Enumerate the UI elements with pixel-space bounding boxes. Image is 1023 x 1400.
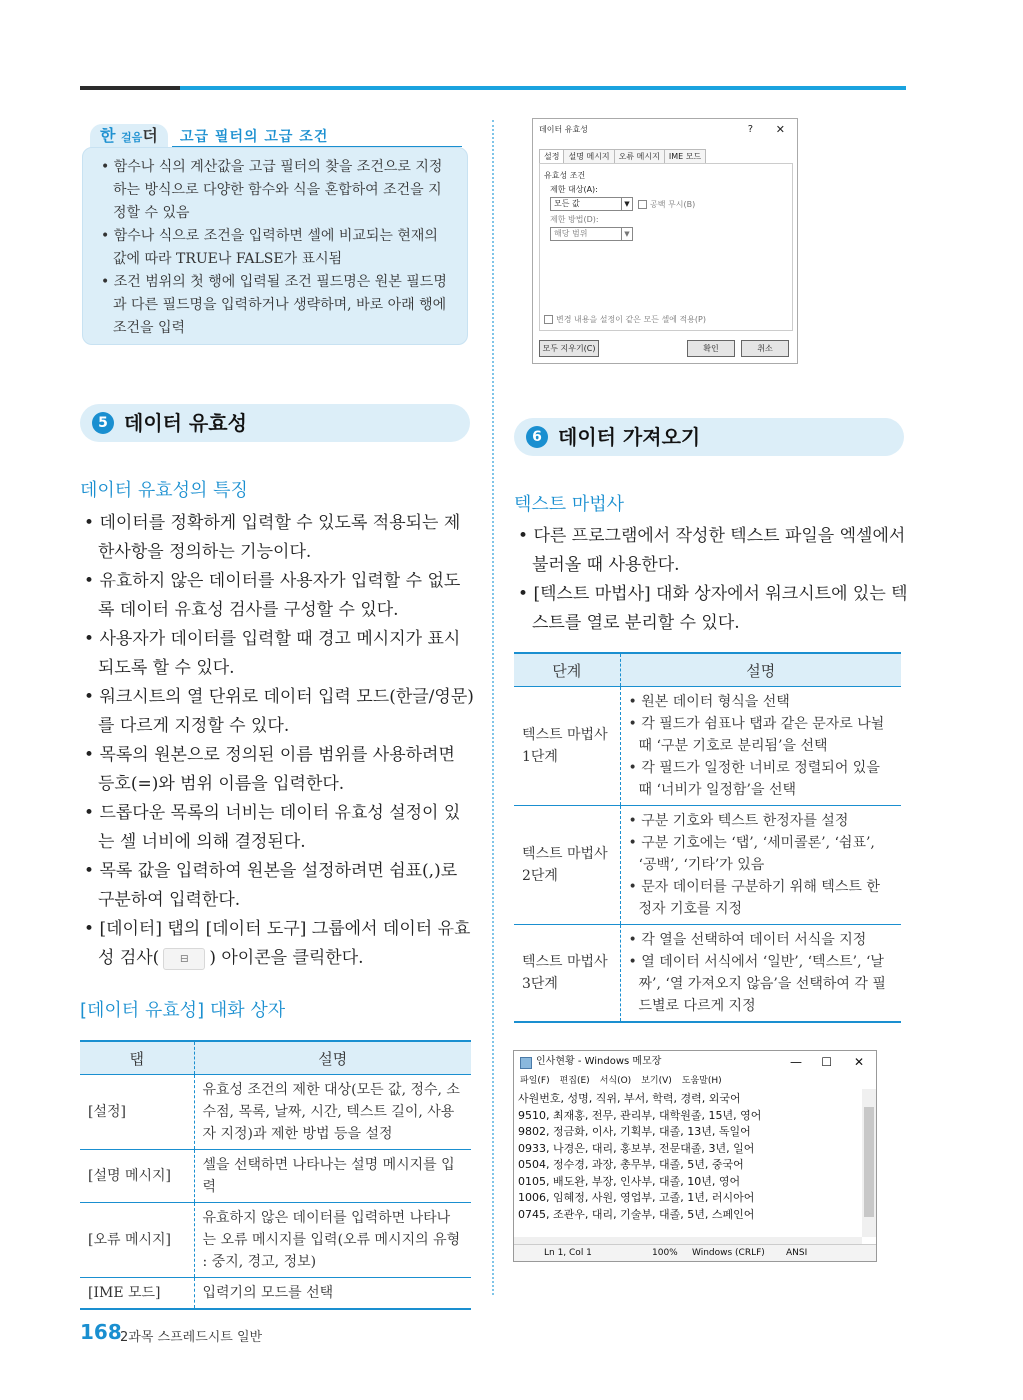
allow-label: 제한 대상(A): bbox=[550, 185, 598, 194]
text-line: 0504, 정수경, 과장, 총무부, 대졸, 5년, 중국어 bbox=[518, 1158, 744, 1171]
table-header: 단계 bbox=[514, 653, 620, 687]
menu-item[interactable]: 파일(F) bbox=[520, 1076, 550, 1086]
close-icon[interactable]: ✕ bbox=[775, 123, 785, 136]
help-icon[interactable]: ? bbox=[747, 124, 753, 135]
apply-all-checkbox[interactable]: 변경 내용을 설정이 같은 모든 셀에 적용(P) bbox=[544, 314, 706, 325]
table-cell-step: 텍스트 마법사 3단계 bbox=[514, 925, 620, 1023]
section-number-badge: 5 bbox=[92, 412, 114, 434]
tab-input-message[interactable]: 설명 메시지 bbox=[563, 149, 614, 163]
tab-ime-mode[interactable]: IME 모드 bbox=[664, 149, 706, 163]
text-line: 0745, 조관우, 대리, 기술부, 대졸, 5년, 스페인어 bbox=[518, 1207, 755, 1221]
table-row bbox=[514, 925, 901, 1023]
table-cell-desc bbox=[620, 687, 901, 806]
table-header: 설명 bbox=[194, 1041, 471, 1075]
ignore-blank-checkbox[interactable]: 공백 무시(B) bbox=[638, 199, 695, 210]
menu-item[interactable]: 도움말(H) bbox=[681, 1076, 722, 1086]
table-cell-tab: [오류 메시지] bbox=[80, 1203, 194, 1278]
section-title: 데이터 가져오기 bbox=[558, 425, 701, 449]
bullet-item: • 데이터를 정확하게 입력할 수 있도록 적용되는 제한사항을 정의하는 기능이다. bbox=[84, 509, 474, 567]
table-cell-desc: 입력기의 모드를 선택 bbox=[194, 1278, 471, 1310]
table-header: 탭 bbox=[80, 1041, 194, 1075]
tip-item: • 조건 범위의 첫 행에 입력될 조건 필드명은 원본 필드명과 다른 필드명을 입력하거나 생략하며, 바로 아래 행에 조건을 입력 bbox=[101, 271, 453, 340]
text-line: 0933, 나경은, 대리, 홍보부, 전문대졸, 3년, 일어 bbox=[518, 1141, 755, 1155]
text-line: 사원번호, 성명, 직위, 부서, 학력, 경력, 외국어 bbox=[518, 1092, 741, 1105]
bullet-item: • [텍스트 마법사] 대화 상자에서 워크시트에 있는 텍스트를 열로 분리할 수 있다. bbox=[518, 580, 908, 638]
status-encoding: ANSI bbox=[786, 1248, 808, 1258]
menu-item[interactable]: 서식(O) bbox=[599, 1076, 632, 1086]
status-zoom: 100% bbox=[652, 1248, 678, 1258]
desc-item: • 열 데이터 서식에서 ‘일반’, ‘텍스트’, ‘날짜’, ‘열 가져오지 않음’을 선택하여 각 필드별로 다르게 지정 bbox=[629, 951, 894, 1017]
allow-select[interactable]: 모든 값 ▼ bbox=[550, 197, 633, 211]
desc-item: • 각 열을 선택하여 데이터 서식을 지정 bbox=[629, 929, 894, 951]
notepad-menubar bbox=[514, 1073, 876, 1089]
page-number: 168 bbox=[80, 1320, 122, 1344]
bullet-item: • 목록 값을 입력하여 원본을 설정하려면 쉼표(,)로 구분하여 입력한다. bbox=[84, 857, 474, 915]
text-wizard-list bbox=[518, 522, 908, 638]
table-cell-desc bbox=[620, 925, 901, 1023]
header-rule-blue bbox=[180, 86, 906, 90]
settings-panel bbox=[539, 163, 793, 331]
clear-all-button[interactable]: 모두 지우기(C) bbox=[539, 340, 599, 357]
notepad-title: 인사현황 - Windows 메모장 bbox=[536, 1056, 662, 1067]
table-cell-desc: 유효성 조건의 제한 대상(모든 값, 정수, 소수점, 목록, 날짜, 시간, 텍스트 길이, 사용자 지정)과 제한 방법 등을 설정 bbox=[194, 1075, 471, 1150]
close-icon[interactable]: ✕ bbox=[853, 1055, 864, 1069]
ok-button[interactable]: 확인 bbox=[687, 340, 735, 357]
bullet-item: • 사용자가 데이터를 입력할 때 경고 메시지가 표시되도록 할 수 있다. bbox=[84, 625, 474, 683]
dialog-tabs bbox=[539, 149, 705, 163]
status-eol: Windows (CRLF) bbox=[692, 1248, 765, 1258]
table-row bbox=[80, 1075, 471, 1150]
table-cell-tab: [설명 메시지] bbox=[80, 1150, 194, 1203]
tab-error-alert[interactable]: 오류 메시지 bbox=[614, 149, 665, 163]
minimize-icon[interactable]: — bbox=[790, 1055, 802, 1069]
table-cell-step: 텍스트 마법사 1단계 bbox=[514, 687, 620, 806]
table-header: 설명 bbox=[620, 653, 901, 687]
text-line: 9802, 정금화, 이사, 기획부, 대졸, 13년, 독일어 bbox=[518, 1125, 751, 1138]
text-wizard-table bbox=[514, 652, 901, 1023]
notepad-window bbox=[513, 1050, 877, 1262]
table-row bbox=[514, 687, 901, 806]
table-cell-step: 텍스트 마법사 2단계 bbox=[514, 806, 620, 925]
table-row bbox=[80, 1278, 471, 1310]
status-bar bbox=[514, 1244, 876, 1261]
group-label: 유효성 조건 bbox=[544, 171, 586, 180]
table-cell-desc bbox=[620, 806, 901, 925]
bullet-item: • 유효하지 않은 데이터를 사용자가 입력할 수 없도록 데이터 유효성 검사를 구성할 수 있다. bbox=[84, 567, 474, 625]
notepad-icon bbox=[520, 1057, 532, 1069]
tab-settings[interactable]: 설정 bbox=[539, 149, 564, 163]
tip-item: • 함수나 식의 계산값을 고급 필터의 찾을 조건으로 지정하는 방식으로 다양한 함수와 식을 혼합하여 조건을 지정할 수 있음 bbox=[101, 156, 453, 225]
subheading-validation-features: 데이터 유효성의 특징 bbox=[80, 480, 248, 501]
menu-item[interactable]: 보기(V) bbox=[641, 1076, 672, 1086]
bullet-item: • 다른 프로그램에서 작성한 텍스트 파일을 엑셀에서 불러올 때 사용한다. bbox=[518, 522, 908, 580]
tip-item: • 함수나 식으로 조건을 입력하면 셀에 비교되는 현재의 값에 따라 TRUE나 FALSE가 표시됨 bbox=[101, 225, 453, 271]
desc-item: • 구분 기호와 텍스트 한정자를 설정 bbox=[629, 810, 894, 832]
text-line: 1006, 임혜정, 사원, 영업부, 고졸, 1년, 러시아어 bbox=[518, 1191, 755, 1204]
desc-item: • 각 필드가 쉼표나 탭과 같은 문자로 나뉠 때 ‘구분 기호로 분리됨’을 선택 bbox=[629, 713, 894, 757]
section-number-badge: 6 bbox=[526, 426, 548, 448]
menu-item[interactable]: 편집(E) bbox=[559, 1076, 590, 1086]
validation-dialog-table bbox=[80, 1040, 471, 1310]
subheading-text-wizard: 텍스트 마법사 bbox=[514, 494, 625, 515]
dialog-title: 데이터 유효성 bbox=[539, 125, 588, 134]
table-row bbox=[514, 806, 901, 925]
section-title: 데이터 유효성 bbox=[124, 411, 247, 435]
cancel-button[interactable]: 취소 bbox=[741, 340, 789, 357]
data-label: 제한 방법(D): bbox=[550, 215, 599, 224]
chevron-down-icon: ▼ bbox=[621, 228, 632, 240]
table-cell-tab: [설정] bbox=[80, 1075, 194, 1150]
subheading-validation-dialog: [데이터 유효성] 대화 상자 bbox=[80, 1000, 286, 1021]
data-select[interactable]: 해당 범위 ▼ bbox=[550, 227, 633, 241]
bullet-text: ) 아이콘을 클릭한다. bbox=[209, 948, 364, 968]
table-cell-desc: 셀을 선택하면 나타나는 설명 메시지를 입력 bbox=[194, 1150, 471, 1203]
scrollbar-thumb[interactable] bbox=[864, 1107, 874, 1217]
header-rule-dark bbox=[80, 86, 180, 90]
column-divider bbox=[492, 120, 494, 1295]
maximize-icon[interactable]: ☐ bbox=[821, 1055, 832, 1069]
section-5-header bbox=[80, 404, 470, 442]
dialog-titlebar bbox=[533, 119, 797, 141]
bullet-text: [데이터] 탭의 [데이터 도구] 그룹에서 데이터 유효성 검사( bbox=[98, 919, 471, 968]
desc-item: • 구분 기호에는 ‘탭’, ‘세미콜론’, ‘쉼표’, ‘공백’, ‘기타’가 있음 bbox=[629, 832, 894, 876]
tip-box bbox=[82, 147, 468, 345]
bullet-item: • 목록의 원본으로 정의된 이름 범위를 사용하려면 등호(=)와 범위 이름을 입력한다. bbox=[84, 741, 474, 799]
table-row bbox=[80, 1203, 471, 1278]
status-position: Ln 1, Col 1 bbox=[544, 1248, 592, 1258]
section-6-header bbox=[514, 418, 904, 456]
notepad-text-area[interactable] bbox=[518, 1091, 858, 1223]
notepad-titlebar bbox=[514, 1051, 876, 1073]
tip-badge: 한 걸음더 bbox=[90, 124, 168, 148]
validation-feature-list bbox=[84, 509, 474, 973]
data-validation-icon: ⊟ bbox=[163, 948, 205, 970]
bullet-item bbox=[84, 915, 474, 973]
bullet-item: • 드롭다운 목록의 너비는 데이터 유효성 설정이 있는 셀 너비에 의해 결정된다. bbox=[84, 799, 474, 857]
table-cell-desc: 유효하지 않은 데이터를 입력하면 나타나는 오류 메시지를 입력(오류 메시지의 유형 : 중지, 경고, 정보) bbox=[194, 1203, 471, 1278]
desc-item: • 문자 데이터를 구분하기 위해 텍스트 한정자 기호를 지정 bbox=[629, 876, 894, 920]
data-validation-dialog bbox=[532, 118, 798, 364]
text-line: 9510, 최재홍, 전무, 관리부, 대학원졸, 15년, 영어 bbox=[518, 1108, 762, 1122]
desc-item: • 각 필드가 일정한 너비로 정렬되어 있을 때 ‘너비가 일정함’을 선택 bbox=[629, 757, 894, 801]
chevron-down-icon: ▼ bbox=[621, 198, 632, 210]
page-footer-text: 2과목 스프레드시트 일반 bbox=[120, 1330, 263, 1345]
bullet-item: • 워크시트의 열 단위로 데이터 입력 모드(한글/영문)를 다르게 지정할 수 있다. bbox=[84, 683, 474, 741]
table-cell-tab: [IME 모드] bbox=[80, 1278, 194, 1310]
table-row bbox=[80, 1150, 471, 1203]
desc-item: • 원본 데이터 형식을 선택 bbox=[629, 691, 894, 713]
tip-title: 고급 필터의 고급 조건 bbox=[180, 129, 329, 145]
text-line: 0105, 배도완, 부장, 인사부, 대졸, 10년, 영어 bbox=[518, 1174, 741, 1188]
